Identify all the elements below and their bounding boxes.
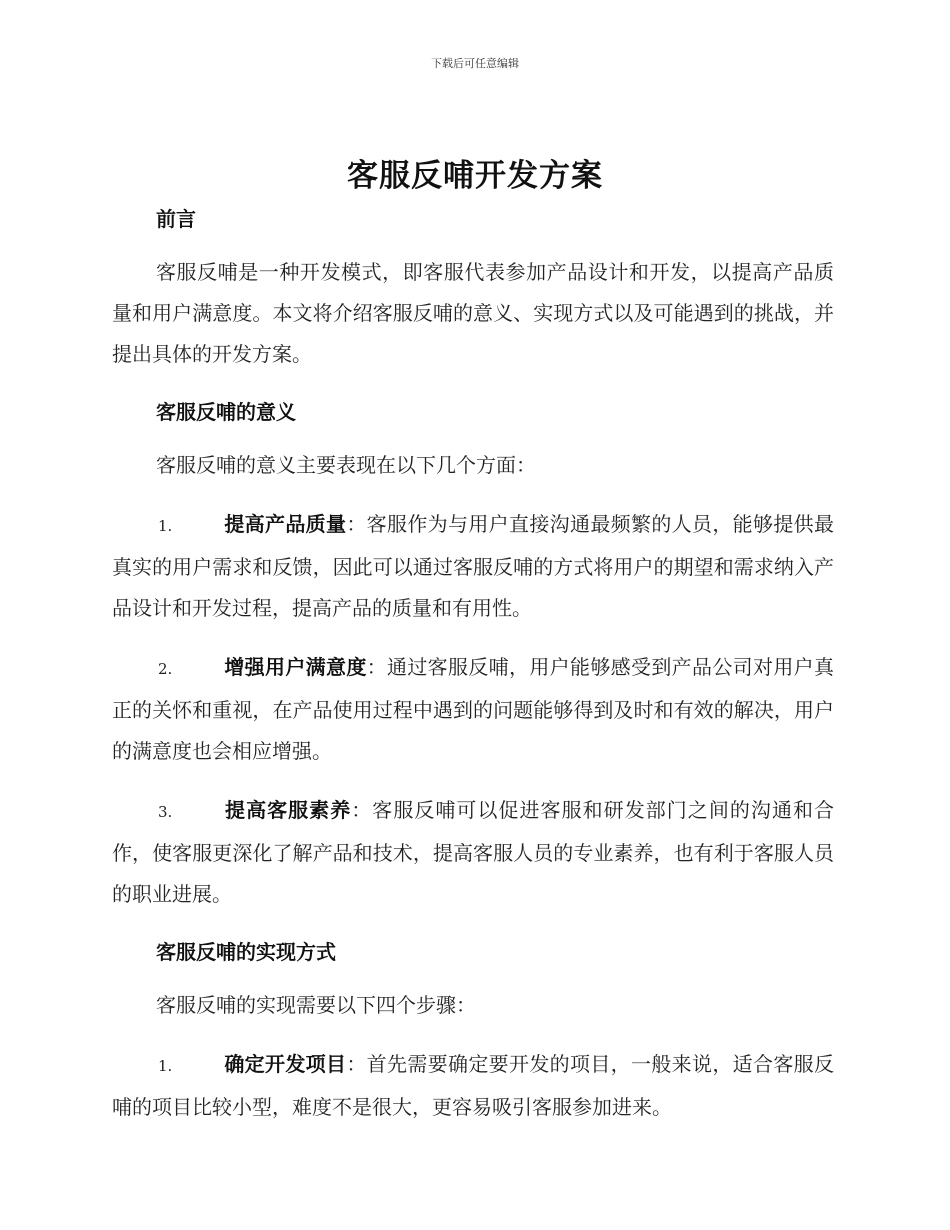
- list-number: 3.: [158, 803, 173, 821]
- preface-paragraph: 客服反哺是一种开发模式，即客服代表参加产品设计和开发，以提高产品质量和用户满意度。本文将介绍客服反哺的意义、实现方式以及可能遇到的挑战，并提出具体的开发方案。: [112, 260, 834, 366]
- list-number: 2.: [158, 660, 173, 678]
- list-term: 增强用户满意度: [224, 655, 367, 679]
- list-text: ：客服作为与用户直接沟通最频繁的人员，能够提供最真实的用户需求和反馈，因此可以通过客服反哺的方式将用户的期望和需求纳入产品设计和开发过程，提高产品的质量和有用性。: [112, 512, 835, 620]
- list-term: 提高产品质量: [224, 512, 347, 536]
- section-heading-implementation: 客服反哺的实现方式: [156, 940, 336, 964]
- list-number: 1.: [158, 1057, 173, 1075]
- list-item: [112, 504, 834, 629]
- header-note: 下载后可任意编辑: [431, 57, 519, 70]
- section-heading-meaning: 客服反哺的意义: [156, 400, 296, 424]
- list-item: [112, 790, 834, 915]
- list-text: ：首先需要确定要开发的项目，一般来说，适合客服反哺的项目比较小型，难度不是很大，更容易吸引客服参加进来。: [112, 1052, 835, 1119]
- list-text: ：客服反哺可以促进客服和研发部门之间的沟通和合作，使客服更深化了解产品和技术，提高客服人员的专业素养，也有利于客服人员的职业进展。: [112, 798, 835, 906]
- implementation-intro: 客服反哺的实现需要以下四个步骤：: [156, 993, 476, 1017]
- meaning-intro: 客服反哺的意义主要表现在以下几个方面：: [156, 453, 536, 477]
- section-heading-preface: 前言: [156, 207, 196, 231]
- list-term: 确定开发项目: [224, 1052, 347, 1076]
- page-title: 客服反哺开发方案: [347, 158, 603, 194]
- list-item: [112, 1044, 834, 1128]
- list-item: [112, 647, 834, 772]
- document-body: [112, 200, 834, 1128]
- list-text: ：通过客服反哺，用户能够感受到产品公司对用户真正的关怀和重视，在产品使用过程中遇到的问题能够得到及时和有效的解决，用户的满意度也会相应增强。: [112, 655, 835, 763]
- list-term: 提高客服素养: [224, 798, 352, 822]
- list-number: 1.: [158, 517, 173, 535]
